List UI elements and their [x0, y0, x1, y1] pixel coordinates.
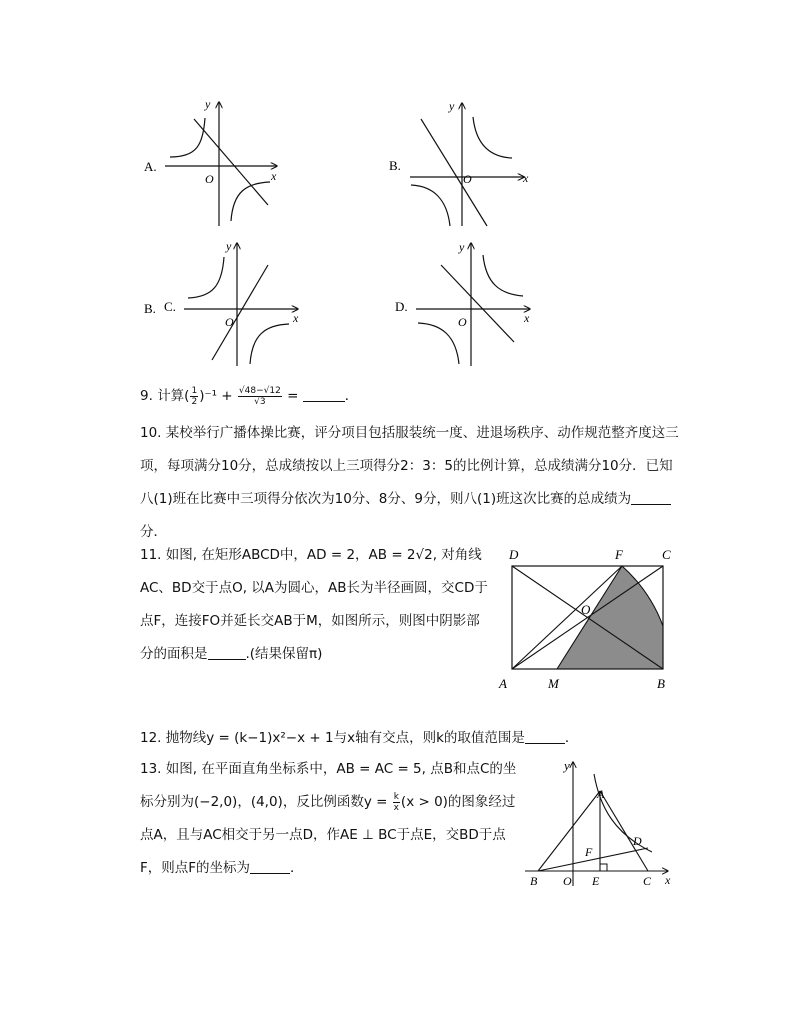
graph-d-label: D.: [395, 299, 408, 314]
q11-label-m: M: [548, 676, 559, 691]
graph-c: [144, 239, 299, 366]
graph-c-x-label: x: [293, 311, 299, 325]
graph-a-origin: O: [205, 172, 214, 186]
q10-line-4: 分．: [140, 524, 167, 540]
option-graphs: [0, 0, 794, 380]
q13-label-e: E: [592, 874, 600, 888]
graph-c-line: [212, 265, 268, 360]
q9-radical-fraction: $\frac{√48-√12}{√3}$: [238, 385, 281, 407]
q10-line-2: 项，每项满分10分，总成绩按以上三项得分2：3：5的比例计算，总成绩满分10分．已知: [140, 458, 673, 474]
graph-a-x-label: x: [271, 169, 277, 183]
q11-line-2: AC、BD交于点O, 以A为圆心，AB长为半径画圆，交CD于: [140, 580, 488, 596]
q13-label-f: F: [585, 845, 593, 859]
graph-c-label: C.: [164, 299, 176, 314]
q13-line-4: F，则点F的坐标为 ．: [140, 860, 304, 876]
graph-d-origin: O: [458, 315, 467, 329]
q13-segment-ac: [600, 791, 648, 871]
q11-label-b: B: [657, 676, 665, 691]
q13-right-angle-mark: [600, 864, 607, 871]
question-10: [140, 417, 685, 549]
graph-d-x-label: x: [524, 311, 530, 325]
graph-a-hyperbola-upper-left: [170, 118, 205, 157]
q13-line-3: 点A，且与AC相交于另一点D，作AE ⊥ BC于点E，交BD于点: [140, 827, 506, 843]
graph-b-y-label: y: [449, 99, 455, 113]
graph-b-hyperbola-upper-right: [473, 117, 512, 158]
graph-b-label: B.: [389, 158, 401, 173]
question-11: [140, 539, 500, 671]
q10-line-1: 10. 某校举行广播体操比赛，评分项目包括服装统一度、进退场秩序、动作规范整齐度这三: [140, 425, 679, 441]
q11-label-d: D: [509, 547, 519, 562]
q9-prefix: 计算(: [157, 388, 190, 404]
q13-k-over-x: $\frac{k}{x}$: [393, 791, 399, 813]
graph-b-hyperbola-lower-left: [411, 185, 450, 226]
graph-a-y-label: y: [205, 97, 211, 111]
q13-line-1: 13. 如图, 在平面直角坐标系中，AB = AC = 5, 点B和点C的坐: [140, 761, 517, 777]
q11-line-3: 点F，连接FO并延长交AB于M，如图所示，则图中阴影部: [140, 613, 480, 629]
q13-answer-blank[interactable]: [250, 859, 290, 874]
q9-equals: =: [282, 388, 303, 404]
graph-a-line: [194, 119, 268, 205]
q11-line-4: 分的面积是 .(结果保留π): [140, 646, 323, 662]
q13-segment-bd: [538, 848, 648, 871]
graph-a-label: A.: [144, 159, 157, 174]
q13-segment-ab: [538, 791, 600, 871]
graph-c-hyperbola-lower-right: [250, 324, 289, 364]
graph-c-hyperbola-upper-left: [188, 257, 224, 298]
q13-label-d: D: [633, 834, 642, 848]
q13-label-y: y: [564, 758, 570, 773]
graph-d-hyperbola-lower-left: [418, 323, 459, 364]
q9-half-fraction: $\frac{1}{2}$: [191, 385, 198, 407]
q11-label-c: C: [662, 547, 671, 562]
q13-label-x: x: [665, 873, 671, 887]
q12-answer-blank[interactable]: [525, 729, 565, 744]
question-12: 12. 抛物线y = (k−1)x²−x + 1与x轴有交点，则k的取值范围是 ．: [140, 730, 579, 746]
graph-d-line: [441, 265, 514, 342]
graph-a-hyperbola-lower-right: [231, 182, 270, 221]
question-9: [140, 380, 358, 413]
q11-label-a: A: [499, 676, 507, 691]
q9-answer-blank[interactable]: [303, 387, 345, 402]
q9-exponent: )⁻¹ +: [199, 388, 237, 404]
q11-shaded-region: [557, 566, 663, 669]
question-13: [140, 753, 525, 885]
q13-label-a: A: [597, 787, 605, 801]
q10-line-3: 八(1)班在比赛中三项得分依次为10分、8分、9分，则八(1)班这次比赛的总成绩为: [140, 483, 685, 516]
graph-c-y-label: y: [226, 239, 232, 253]
q11-line-1: 11. 如图, 在矩形ABCD中，AD = 2，AB = 2√2, 对角线: [140, 547, 482, 563]
q13-hyperbola: [594, 774, 652, 852]
q13-figure: [520, 756, 680, 891]
graph-d: [395, 240, 530, 366]
graph-c-prefix: B.: [144, 301, 156, 316]
q9-end: ．: [344, 388, 359, 404]
q10-answer-blank[interactable]: [631, 490, 671, 505]
graph-b-origin: O: [463, 172, 472, 186]
q9-number: 9.: [140, 388, 153, 404]
q11-answer-blank[interactable]: [208, 645, 246, 660]
q11-figure: [495, 542, 680, 692]
graph-d-y-label: y: [459, 240, 465, 254]
graph-a: [144, 97, 277, 226]
graph-d-hyperbola-upper-right: [483, 255, 523, 296]
graph-b-x-label: x: [523, 171, 529, 185]
q13-label-b: B: [530, 874, 538, 888]
q13-line-2: 标分别为(−2,0)，(4,0)，反比例函数y = $\frac{k}{x}$ (x > 0)的图象经过: [140, 791, 516, 813]
graph-b: [389, 99, 529, 226]
q11-label-o: O: [581, 602, 591, 617]
graph-c-origin: O: [225, 315, 234, 329]
q13-label-o: O: [563, 874, 572, 888]
q13-label-c: C: [643, 874, 652, 888]
q11-label-f: F: [615, 547, 623, 562]
